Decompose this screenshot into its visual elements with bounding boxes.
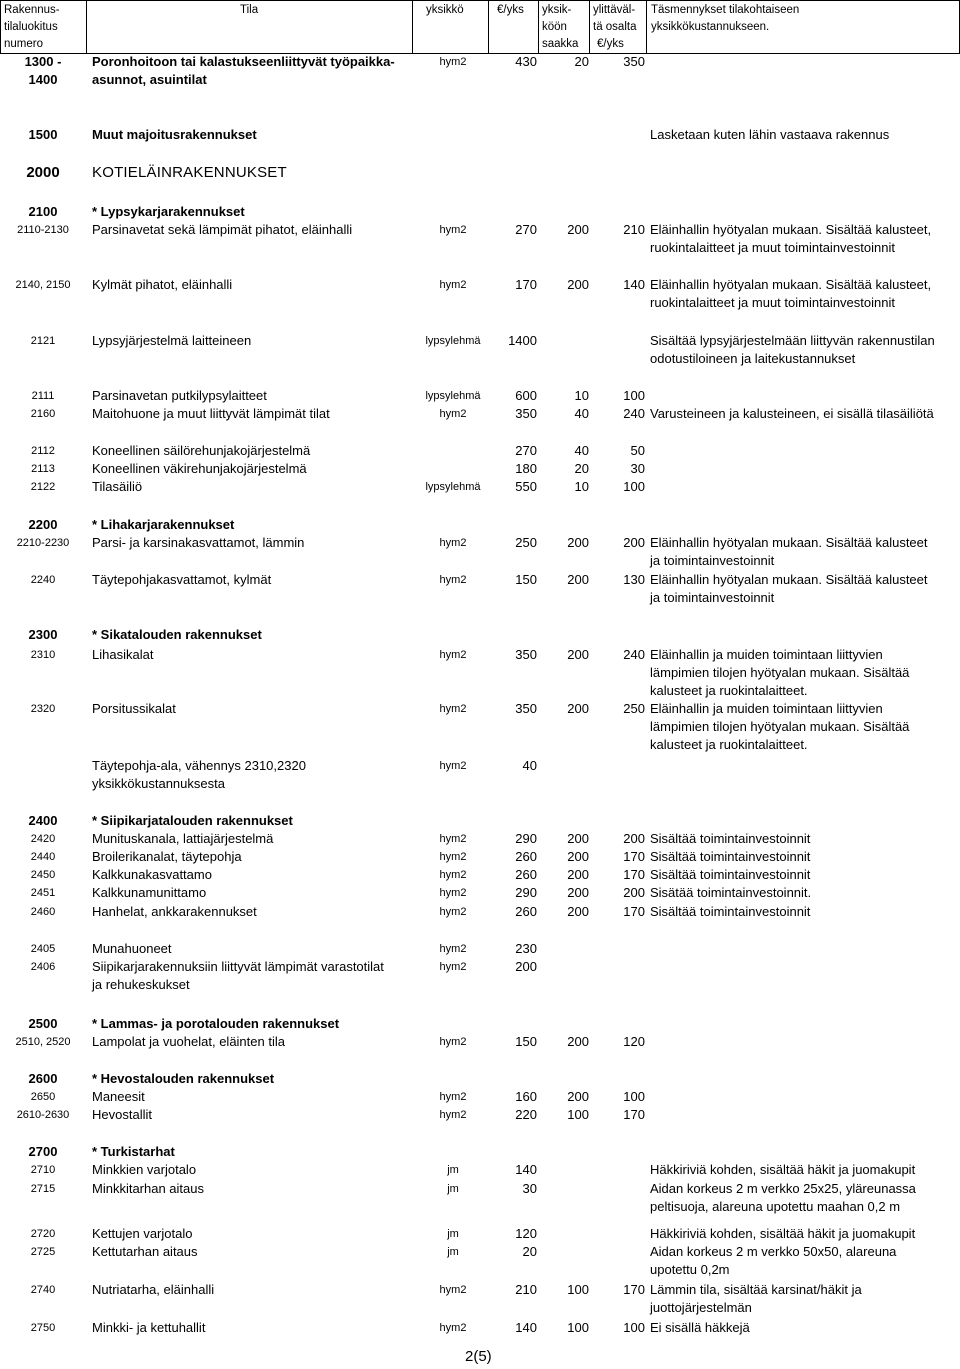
- column-divider: [589, 0, 590, 54]
- row-code: 2113: [31, 463, 55, 475]
- header-code-line1: Rakennus-: [4, 4, 60, 16]
- row-note: Sisältää toimintainvestoinnit: [650, 904, 811, 919]
- row-threshold: 10: [574, 479, 589, 494]
- row-unit-cost: 180: [515, 461, 537, 476]
- row-name: Lampolat ja vuohelat, eläinten tila: [92, 1034, 285, 1049]
- header-price: €/yks: [497, 4, 524, 16]
- row-unit-cost: 250: [515, 535, 537, 550]
- row-code: 2405: [30, 943, 56, 955]
- row-unit-cost: 350: [515, 701, 537, 716]
- row-excess-cost: 170: [623, 849, 645, 864]
- row-unit: hym2: [439, 1109, 467, 1121]
- row-unit: lypsylehmä: [425, 335, 481, 347]
- row-name: Täytepohja-ala, vähennys 2310,2320 yksikkökustannuksesta: [92, 758, 306, 791]
- row-excess-cost: 170: [623, 904, 645, 919]
- row-name: Lihasikalat: [92, 647, 154, 662]
- header-surcharge-line2: köön: [542, 21, 567, 33]
- column-divider: [646, 0, 647, 54]
- row-unit: jm: [447, 1246, 459, 1258]
- row-code: 2420: [30, 833, 56, 845]
- row-threshold: 40: [574, 443, 589, 458]
- row-code: 2111: [31, 390, 55, 402]
- row-unit: jm: [447, 1228, 459, 1240]
- row-note: Eläinhallin hyötyalan mukaan. Sisältää kalusteet ja toimintainvestoinnit: [650, 572, 928, 605]
- row-note: Häkkiriviä kohden, sisältää häkit ja juomakupit: [650, 1226, 916, 1241]
- row-name: Parsinavetan putkilypsylaitteet: [92, 388, 267, 403]
- column-divider: [538, 0, 539, 54]
- row-unit: hym2: [439, 961, 467, 973]
- row-name: Nutriatarha, eläinhalli: [92, 1282, 215, 1297]
- row-unit: hym2: [439, 649, 467, 661]
- row-unit-cost: 20: [522, 1244, 537, 1259]
- row-threshold: 200: [567, 701, 589, 716]
- row-excess-cost: 140: [623, 277, 645, 292]
- header-code-line3: numero: [4, 38, 43, 50]
- row-unit: hym2: [439, 279, 467, 291]
- column-divider: [412, 0, 413, 54]
- row-unit: hym2: [439, 1091, 467, 1103]
- row-code: 2110-2130: [17, 224, 69, 236]
- row-code: 2600: [28, 1071, 58, 1086]
- row-unit-cost: 30: [522, 1181, 537, 1196]
- row-unit-cost: 270: [515, 222, 537, 237]
- row-unit-cost: 260: [515, 904, 537, 919]
- row-unit-cost: 260: [515, 867, 537, 882]
- row-code: 2500: [28, 1016, 58, 1031]
- row-unit: hym2: [439, 408, 467, 420]
- row-name: Kalkkunamunittamo: [92, 885, 207, 900]
- row-code: 1300 - 1400: [24, 54, 62, 87]
- row-excess-cost: 30: [630, 461, 645, 476]
- row-code: 2240: [30, 574, 56, 586]
- row-unit: hym2: [439, 1036, 467, 1048]
- row-name: Minkkien varjotalo: [92, 1162, 197, 1177]
- row-name: Muut majoitusrakennukset: [92, 127, 257, 142]
- row-name: Munahuoneet: [92, 941, 172, 956]
- row-code: 2400: [28, 813, 58, 828]
- column-divider: [0, 0, 1, 54]
- row-threshold: 100: [567, 1320, 589, 1335]
- row-unit: jm: [447, 1164, 459, 1176]
- row-note: Eläinhallin hyötyalan mukaan. Sisältää kalusteet, ruokintalaitteet ja muut toimintainvestoinnit: [650, 277, 932, 310]
- row-unit: hym2: [439, 224, 467, 236]
- row-excess-cost: 130: [623, 572, 645, 587]
- row-code: 2460: [30, 906, 56, 918]
- row-name: Tilasäiliö: [92, 479, 143, 494]
- row-unit-cost: 210: [515, 1282, 537, 1297]
- header-top-rule: [0, 0, 960, 1]
- row-code: 2710: [30, 1164, 56, 1176]
- column-divider: [488, 0, 489, 54]
- row-threshold: 200: [567, 849, 589, 864]
- row-code: 2700: [28, 1144, 58, 1159]
- row-threshold: 200: [567, 535, 589, 550]
- row-name: Täytepohjakasvattamot, kylmät: [92, 572, 272, 587]
- row-unit: jm: [447, 1183, 459, 1195]
- row-unit: lypsylehmä: [425, 390, 481, 402]
- row-name: Porsitussikalat: [92, 701, 176, 716]
- row-code: 2112: [31, 445, 55, 457]
- row-unit: hym2: [439, 1322, 467, 1334]
- row-unit: hym2: [439, 869, 467, 881]
- row-name: Poronhoitoon tai kalastukseenliittyvät työpaikka- asunnot, asuintilat: [92, 54, 395, 87]
- row-unit-cost: 150: [515, 572, 537, 587]
- row-unit-cost: 270: [515, 443, 537, 458]
- row-unit: hym2: [439, 1284, 467, 1296]
- row-threshold: 200: [567, 647, 589, 662]
- row-name: Minkkitarhan aitaus: [92, 1181, 204, 1196]
- row-unit-cost: 430: [515, 54, 537, 69]
- row-code: 2310: [30, 649, 56, 661]
- row-note: Aidan korkeus 2 m verkko 25x25, yläreunassa peltisuoja, alareuna upotettu maahan 0,2 m: [650, 1181, 916, 1214]
- header-note-line1: Täsmennykset tilakohtaiseen: [651, 4, 800, 16]
- row-note: Aidan korkeus 2 m verkko 50x50, alareuna upotettu 0,2m: [650, 1244, 897, 1277]
- row-excess-cost: 210: [623, 222, 645, 237]
- row-code: 2750: [30, 1322, 56, 1334]
- row-note: Sisältää toimintainvestoinnit: [650, 867, 811, 882]
- row-note: Varusteineen ja kalusteineen, ei sisällä tilasäiliötä: [650, 406, 934, 421]
- row-excess-cost: 100: [623, 1320, 645, 1335]
- row-note: Sisältää lypsyjärjestelmään liittyvän rakennustilan odotustiloineen ja laitekustannukset: [650, 333, 935, 366]
- row-note: Eläinhallin hyötyalan mukaan. Sisältää kalusteet, ruokintalaitteet ja muut toimintainvestoinnit: [650, 222, 932, 255]
- row-unit: hym2: [439, 574, 467, 586]
- row-excess-cost: 100: [623, 388, 645, 403]
- row-code: 2000: [26, 164, 60, 181]
- row-threshold: 40: [574, 406, 589, 421]
- row-excess-cost: 50: [630, 443, 645, 458]
- row-name: * Lammas- ja porotalouden rakennukset: [92, 1016, 340, 1031]
- row-code: 2160: [30, 408, 56, 420]
- header-code-line2: tilaluokitus: [4, 21, 58, 33]
- row-threshold: 200: [567, 222, 589, 237]
- row-note: Eläinhallin ja muiden toimintaan liittyvien lämpimien tilojen hyötyalan mukaan. Sisältää kalusteet ja ruokintalaitteet.: [650, 701, 910, 752]
- row-unit-cost: 140: [515, 1320, 537, 1335]
- row-unit-cost: 350: [515, 406, 537, 421]
- row-threshold: 200: [567, 572, 589, 587]
- row-threshold: 200: [567, 831, 589, 846]
- header-unit: yksikkö: [426, 4, 464, 16]
- row-note: Lasketaan kuten lähin vastaava rakennus: [650, 127, 890, 142]
- row-name: Hanhelat, ankkarakennukset: [92, 904, 257, 919]
- row-threshold: 100: [567, 1282, 589, 1297]
- header-util-line1: ylittäväl-: [593, 4, 636, 16]
- row-name: KOTIELÄINRAKENNUKSET: [92, 164, 287, 181]
- row-threshold: 200: [567, 1089, 589, 1104]
- row-threshold: 20: [574, 461, 589, 476]
- row-excess-cost: 200: [623, 831, 645, 846]
- row-unit: hym2: [439, 703, 467, 715]
- header-surcharge-line3: saakka: [542, 38, 579, 50]
- row-unit: hym2: [439, 887, 467, 899]
- row-threshold: 200: [567, 904, 589, 919]
- table-header: [0, 0, 960, 54]
- row-unit: hym2: [439, 851, 467, 863]
- header-note-line2: yksikkökustannukseen.: [651, 21, 770, 33]
- row-code: 2715: [30, 1183, 56, 1195]
- row-unit: hym2: [439, 943, 467, 955]
- row-unit-cost: 150: [515, 1034, 537, 1049]
- row-code: 2650: [30, 1091, 56, 1103]
- row-excess-cost: 170: [623, 867, 645, 882]
- row-name: Kalkkunakasvattamo: [92, 867, 212, 882]
- row-note: Lämmin tila, sisältää karsinat/häkit ja juottojärjestelmän: [650, 1282, 862, 1315]
- row-code: 2121: [30, 335, 56, 347]
- row-excess-cost: 350: [623, 54, 645, 69]
- row-unit-cost: 120: [515, 1226, 537, 1241]
- header-util-line2: tä osalta: [593, 21, 637, 33]
- row-excess-cost: 200: [623, 885, 645, 900]
- row-unit-cost: 40: [522, 758, 537, 773]
- row-code: 2440: [30, 851, 56, 863]
- row-unit-cost: 290: [515, 831, 537, 846]
- row-name: Parsinavetat sekä lämpimät pihatot, eläinhalli: [92, 222, 353, 237]
- row-unit-cost: 350: [515, 647, 537, 662]
- row-excess-cost: 170: [623, 1282, 645, 1297]
- row-code: 2510, 2520: [15, 1036, 71, 1048]
- row-excess-cost: 240: [623, 406, 645, 421]
- row-unit-cost: 140: [515, 1162, 537, 1177]
- row-threshold: 200: [567, 885, 589, 900]
- row-name: * Turkistarhat: [92, 1144, 175, 1159]
- row-threshold: 10: [574, 388, 589, 403]
- row-unit: hym2: [439, 906, 467, 918]
- row-code: 1500: [28, 127, 58, 142]
- row-name: Munituskanala, lattiajärjestelmä: [92, 831, 274, 846]
- row-code: 2451: [30, 887, 56, 899]
- page-number: 2(5): [465, 1348, 492, 1365]
- row-excess-cost: 200: [623, 535, 645, 550]
- row-name: * Lihakarjarakennukset: [92, 517, 235, 532]
- row-unit: hym2: [439, 833, 467, 845]
- row-name: Maneesit: [92, 1089, 145, 1104]
- row-name: Siipikarjarakennuksiin liittyvät lämpimät varastotilat ja rehukeskukset: [92, 959, 384, 992]
- row-name: Minkki- ja kettuhallit: [92, 1320, 206, 1335]
- header-util-line3: €/yks: [597, 38, 624, 50]
- row-unit-cost: 220: [515, 1107, 537, 1122]
- row-name: Kettujen varjotalo: [92, 1226, 193, 1241]
- column-divider: [86, 0, 87, 54]
- row-name: Parsi- ja karsinakasvattamot, lämmin: [92, 535, 305, 550]
- row-name: Kylmät pihatot, eläinhalli: [92, 277, 233, 292]
- header-name: Tila: [240, 4, 259, 16]
- row-code: 2140, 2150: [15, 279, 71, 291]
- row-excess-cost: 250: [623, 701, 645, 716]
- row-code: 2720: [30, 1228, 56, 1240]
- row-code: 2725: [30, 1246, 56, 1258]
- row-threshold: 200: [567, 1034, 589, 1049]
- row-name: * Lypsykarjarakennukset: [92, 204, 245, 219]
- row-unit-cost: 550: [515, 479, 537, 494]
- row-unit: hym2: [439, 537, 467, 549]
- row-note: Ei sisällä häkkejä: [650, 1320, 750, 1335]
- row-threshold: 100: [567, 1107, 589, 1122]
- row-unit-cost: 200: [515, 959, 537, 974]
- row-note: Sisältää toimintainvestoinnit: [650, 849, 811, 864]
- row-note: Eläinhallin ja muiden toimintaan liittyvien lämpimien tilojen hyötyalan mukaan. Sisältää kalusteet ja ruokintalaitteet.: [650, 647, 910, 698]
- row-unit: hym2: [439, 760, 467, 772]
- row-unit: lypsylehmä: [425, 481, 481, 493]
- row-unit-cost: 290: [515, 885, 537, 900]
- row-excess-cost: 240: [623, 647, 645, 662]
- row-excess-cost: 100: [623, 479, 645, 494]
- row-code: 2200: [28, 517, 58, 532]
- row-name: Maitohuone ja muut liittyvät lämpimät tilat: [92, 406, 330, 421]
- row-note: Sisältää toimintainvestoinnit: [650, 831, 811, 846]
- row-threshold: 200: [567, 277, 589, 292]
- row-code: 2406: [30, 961, 56, 973]
- row-name: * Hevostalouden rakennukset: [92, 1071, 275, 1086]
- row-unit-cost: 1400: [508, 333, 537, 348]
- row-excess-cost: 120: [623, 1034, 645, 1049]
- row-excess-cost: 170: [623, 1107, 645, 1122]
- row-note: Eläinhallin hyötyalan mukaan. Sisältää kalusteet ja toimintainvestoinnit: [650, 535, 928, 568]
- row-unit-cost: 260: [515, 849, 537, 864]
- row-code: 2450: [30, 869, 56, 881]
- row-note: Häkkiriviä kohden, sisältää häkit ja juomakupit: [650, 1162, 916, 1177]
- header-surcharge-line1: yksik-: [542, 4, 572, 16]
- row-code: 2610-2630: [16, 1109, 70, 1121]
- row-code: 2210-2230: [16, 537, 70, 549]
- row-name: * Sikatalouden rakennukset: [92, 627, 262, 642]
- row-unit: hym2: [439, 56, 467, 68]
- row-code: 2122: [30, 481, 56, 493]
- row-note: Sisätää toimintainvestoinnit.: [650, 885, 812, 900]
- row-name: * Siipikarjatalouden rakennukset: [92, 813, 293, 828]
- row-code: 2740: [30, 1284, 56, 1296]
- row-name: Koneellinen väkirehunjakojärjestelmä: [92, 461, 307, 476]
- row-code: 2300: [28, 627, 58, 642]
- row-unit-cost: 230: [515, 941, 537, 956]
- row-threshold: 200: [567, 867, 589, 882]
- row-code: 2100: [28, 204, 58, 219]
- row-unit-cost: 170: [515, 277, 537, 292]
- row-name: Lypsyjärjestelmä laitteineen: [92, 333, 252, 348]
- row-unit-cost: 600: [515, 388, 537, 403]
- row-code: 2320: [30, 703, 56, 715]
- row-name: Kettutarhan aitaus: [92, 1244, 198, 1259]
- row-threshold: 20: [574, 54, 589, 69]
- row-unit-cost: 160: [515, 1089, 537, 1104]
- row-name: Hevostallit: [92, 1107, 152, 1122]
- row-name: Koneellinen säilörehunjakojärjestelmä: [92, 443, 311, 458]
- row-excess-cost: 100: [623, 1089, 645, 1104]
- row-name: Broilerikanalat, täytepohja: [92, 849, 242, 864]
